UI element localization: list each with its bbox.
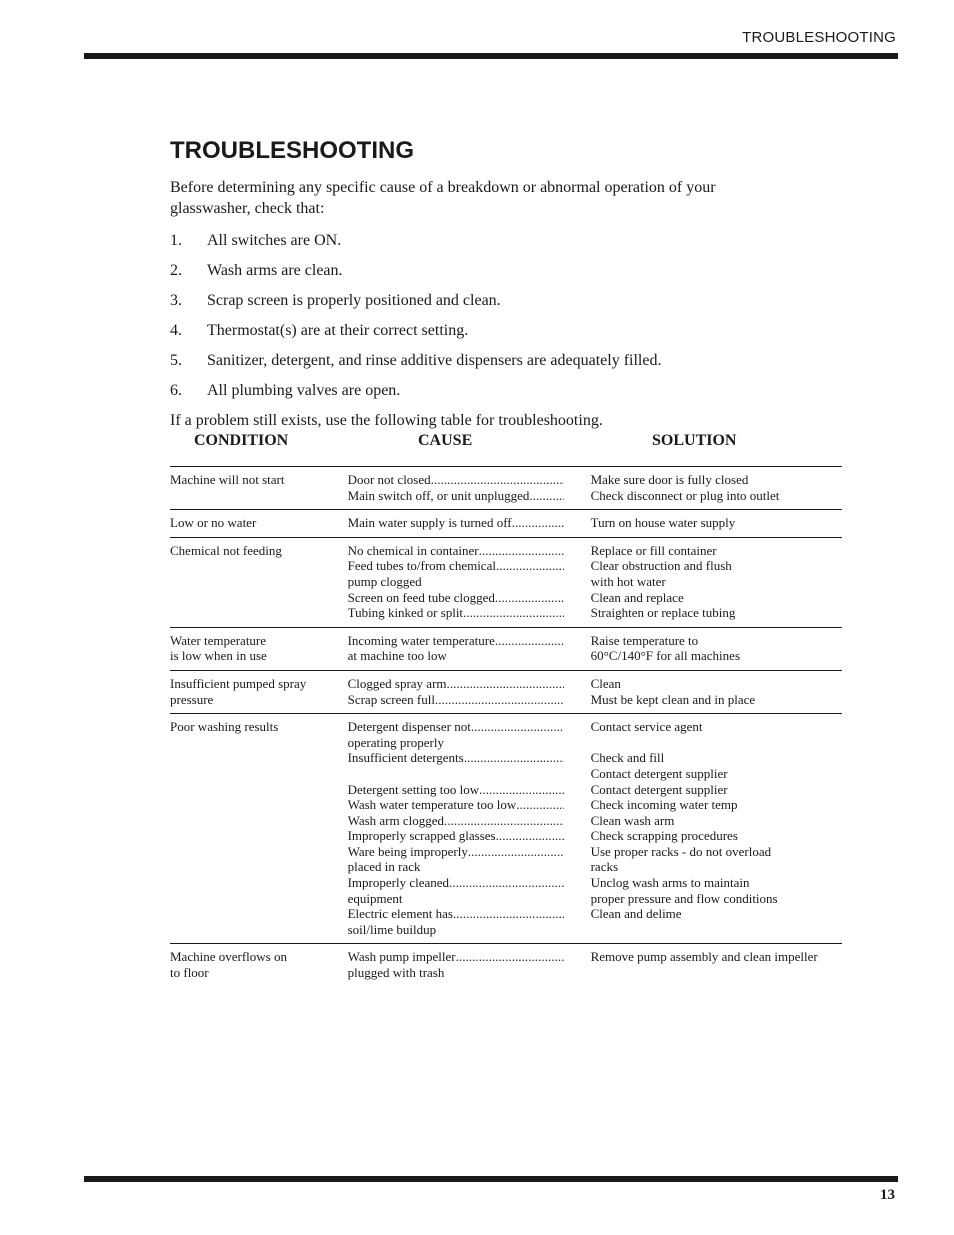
- condition-cell: [170, 515, 348, 531]
- dot-leader: [447, 676, 564, 692]
- cause-line: [348, 692, 564, 708]
- cause-text: operating properly: [347, 734, 444, 750]
- dot-leader: [456, 949, 564, 965]
- troubleshooting-table: [170, 466, 842, 987]
- checklist-item: [170, 256, 842, 286]
- header-rule: [84, 53, 898, 59]
- cause-text: equipment: [347, 890, 403, 906]
- cause-cell: [348, 676, 564, 707]
- solution-line: proper pressure and flow conditions: [590, 890, 778, 906]
- dot-leader: [435, 692, 564, 708]
- solution-cell: [564, 515, 842, 531]
- cause-cell: [348, 719, 564, 937]
- solution-spacer: [591, 735, 842, 751]
- cause-line: [348, 965, 564, 981]
- dot-leader: [516, 797, 563, 813]
- checklist-text: Scrap screen is properly positioned and clean.: [207, 292, 501, 309]
- checklist-text: Sanitizer, detergent, and rinse additive dispensers are adequately filled.: [207, 352, 662, 369]
- checklist-number: 1.: [170, 232, 182, 249]
- condition-line: is low when in use: [170, 648, 267, 664]
- header-cause: CAUSE: [418, 432, 473, 449]
- cause-line: [348, 515, 564, 531]
- dot-leader: [479, 782, 563, 798]
- cause-text: Wash arm clogged: [347, 812, 445, 828]
- checklist-item: [170, 286, 842, 316]
- solution-line: Remove pump assembly and clean impeller: [590, 949, 818, 965]
- condition-line: Low or no water: [170, 515, 257, 531]
- cause-text: Wash pump impeller: [347, 949, 456, 965]
- checklist: [170, 226, 842, 406]
- header-condition: CONDITION: [194, 432, 289, 449]
- cause-line: [348, 590, 564, 606]
- dot-leader: [471, 719, 564, 735]
- solution-cell: [564, 472, 842, 503]
- solution-line: Contact detergent supplier: [590, 765, 728, 781]
- cause-text: at machine too low: [347, 648, 447, 664]
- solution-line: racks: [590, 859, 619, 875]
- solution-line: Straighten or replace tubing: [590, 605, 736, 621]
- checklist-item: [170, 346, 842, 376]
- dot-leader: [496, 558, 564, 574]
- solution-line: Clean and delime: [590, 906, 682, 922]
- cause-text: Screen on feed tube clogged: [347, 589, 495, 605]
- cause-text: Insufficient detergents: [347, 750, 464, 766]
- cause-text: Tubing kinked or split: [347, 605, 464, 621]
- condition-line: Water temperature: [170, 632, 267, 648]
- solution-line: Turn on house water supply: [590, 515, 736, 531]
- solution-line: Unclog wash arms to maintain: [590, 875, 750, 891]
- checklist-text: All switches are ON.: [207, 232, 342, 249]
- cause-text: placed in rack: [347, 859, 421, 875]
- dot-leader: [495, 633, 564, 649]
- cause-line: [348, 605, 564, 621]
- dot-leader: [529, 488, 563, 504]
- condition-line: Chemical not feeding: [170, 542, 282, 558]
- checklist-text: Thermostat(s) are at their correct setting.: [207, 322, 469, 339]
- table-row: [170, 627, 842, 670]
- table-row: [170, 713, 842, 943]
- solution-line: with hot water: [590, 573, 666, 589]
- cause-line: [348, 859, 564, 875]
- dot-leader: [464, 750, 564, 766]
- table-row: [170, 537, 842, 627]
- page-title: TROUBLESHOOTING: [170, 137, 414, 164]
- solution-line: Contact service agent: [590, 719, 703, 735]
- cause-line: [348, 828, 564, 844]
- solution-line: Clean: [590, 675, 621, 691]
- solution-cell: [564, 719, 842, 937]
- solution-line: Use proper racks - do not overload: [590, 843, 772, 859]
- cause-line: [348, 719, 564, 735]
- solution-cell: [564, 949, 842, 980]
- cause-line: [348, 813, 564, 829]
- solution-line: Check scrapping procedures: [590, 828, 738, 844]
- cause-line: [348, 676, 564, 692]
- outro-paragraph: If a problem still exists, use the following table for troubleshooting.: [170, 412, 603, 429]
- footer-rule: [84, 1176, 898, 1182]
- cause-text: Improperly cleaned: [347, 875, 450, 891]
- cause-line: [348, 750, 564, 766]
- solution-line: Clear obstruction and flush: [590, 558, 732, 574]
- solution-cell: [564, 633, 842, 664]
- condition-cell: [170, 543, 348, 621]
- solution-line: Must be kept clean and in place: [590, 691, 756, 707]
- cause-text: Detergent setting too low: [347, 781, 480, 797]
- dot-leader: [431, 472, 564, 488]
- cause-text: Improperly scrapped glasses: [347, 828, 496, 844]
- cause-cell: [348, 543, 564, 621]
- cause-text: soil/lime buildup: [347, 921, 437, 937]
- cause-line: [348, 782, 564, 798]
- cause-line: [348, 488, 564, 504]
- cause-line: [348, 949, 564, 965]
- solution-line: Check and fill: [590, 750, 665, 766]
- page-number: 13: [880, 1187, 895, 1203]
- cause-text: Door not closed: [347, 472, 431, 487]
- solution-line: Clean and replace: [590, 589, 684, 605]
- checklist-number: 5.: [170, 352, 182, 369]
- intro-paragraph: Before determining any specific cause of a breakdown or abnormal operation of your glasswasher, check that:: [170, 179, 716, 217]
- dot-leader: [453, 906, 564, 922]
- cause-line: [348, 891, 564, 907]
- checklist-item: [170, 316, 842, 346]
- condition-line: to floor: [170, 965, 209, 981]
- table-row: [170, 509, 842, 537]
- condition-line: Machine overflows on: [170, 949, 287, 965]
- dot-leader: [444, 813, 564, 829]
- checklist-text: Wash arms are clean.: [207, 262, 343, 279]
- solution-line: Check disconnect or plug into outlet: [590, 487, 780, 503]
- dot-leader: [449, 875, 564, 891]
- cause-text: pump clogged: [347, 573, 422, 589]
- cause-line: [348, 543, 564, 559]
- solution-line: Clean wash arm: [590, 812, 675, 828]
- cause-line: [348, 735, 564, 751]
- checklist-number: 4.: [170, 322, 182, 339]
- dot-leader: [512, 515, 564, 531]
- condition-cell: [170, 949, 348, 980]
- table-row: [170, 466, 842, 509]
- dot-leader: [463, 605, 564, 621]
- cause-text: Incoming water temperature: [347, 632, 495, 648]
- cause-line: [348, 844, 564, 860]
- condition-cell: [170, 633, 348, 664]
- dot-leader: [496, 828, 564, 844]
- cause-line: [348, 648, 564, 664]
- solution-line: Replace or fill container: [590, 542, 717, 558]
- dot-leader: [479, 543, 564, 559]
- condition-line: pressure: [170, 691, 214, 707]
- table-row: [170, 670, 842, 713]
- table-row: [170, 943, 842, 986]
- cause-text: Ware being improperly: [347, 843, 468, 859]
- cause-line: [348, 922, 564, 938]
- cause-line: [348, 574, 564, 590]
- cause-text: Feed tubes to/from chemical: [347, 558, 496, 574]
- checklist-number: 3.: [170, 292, 182, 309]
- cause-line: [348, 558, 564, 574]
- cause-text: Wash water temperature too low: [347, 797, 517, 813]
- cause-line: [348, 797, 564, 813]
- running-header: TROUBLESHOOTING: [742, 29, 896, 46]
- solution-line: Contact detergent supplier: [590, 781, 728, 797]
- condition-cell: [170, 719, 348, 937]
- cause-line: [348, 472, 564, 488]
- cause-cell: [348, 515, 564, 531]
- condition-line: Poor washing results: [170, 719, 279, 735]
- cause-text: No chemical in container: [347, 542, 479, 558]
- solution-line: Check incoming water temp: [590, 797, 738, 813]
- cause-line: [348, 906, 564, 922]
- cause-cell: [348, 633, 564, 664]
- condition-cell: [170, 676, 348, 707]
- table-header: [170, 432, 842, 456]
- checklist-item: [170, 376, 842, 406]
- checklist-number: 2.: [170, 262, 182, 279]
- cause-text: Main water supply is turned off: [347, 515, 512, 531]
- condition-line: Machine will not start: [170, 472, 285, 487]
- cause-line: [348, 633, 564, 649]
- condition-cell: [170, 472, 348, 503]
- main-content: [170, 136, 842, 981]
- checklist-item: [170, 226, 842, 256]
- cause-text: Clogged spray arm: [347, 675, 447, 691]
- solution-cell: [564, 676, 842, 707]
- solution-cell: [564, 543, 842, 621]
- solution-line: Raise temperature to: [590, 632, 699, 648]
- cause-cell: [348, 472, 564, 503]
- dot-leader: [495, 590, 564, 606]
- cause-text: Electric element has: [347, 906, 453, 922]
- cause-cell: [348, 949, 564, 980]
- cause-line: [348, 875, 564, 891]
- cause-text: Scrap screen full: [347, 691, 435, 707]
- solution-line: 60°C/140°F for all machines: [590, 648, 740, 664]
- checklist-text: All plumbing valves are open.: [207, 382, 401, 399]
- header-solution: SOLUTION: [652, 432, 737, 449]
- condition-line: Insufficient pumped spray: [170, 675, 307, 691]
- cause-text: Main switch off, or unit unplugged: [347, 487, 530, 503]
- dot-leader: [468, 844, 564, 860]
- cause-text: Detergent dispenser not: [347, 719, 471, 735]
- cause-spacer: [348, 766, 564, 782]
- solution-line: Make sure door is fully closed: [590, 472, 749, 487]
- checklist-number: 6.: [170, 382, 182, 399]
- cause-text: plugged with trash: [347, 965, 445, 981]
